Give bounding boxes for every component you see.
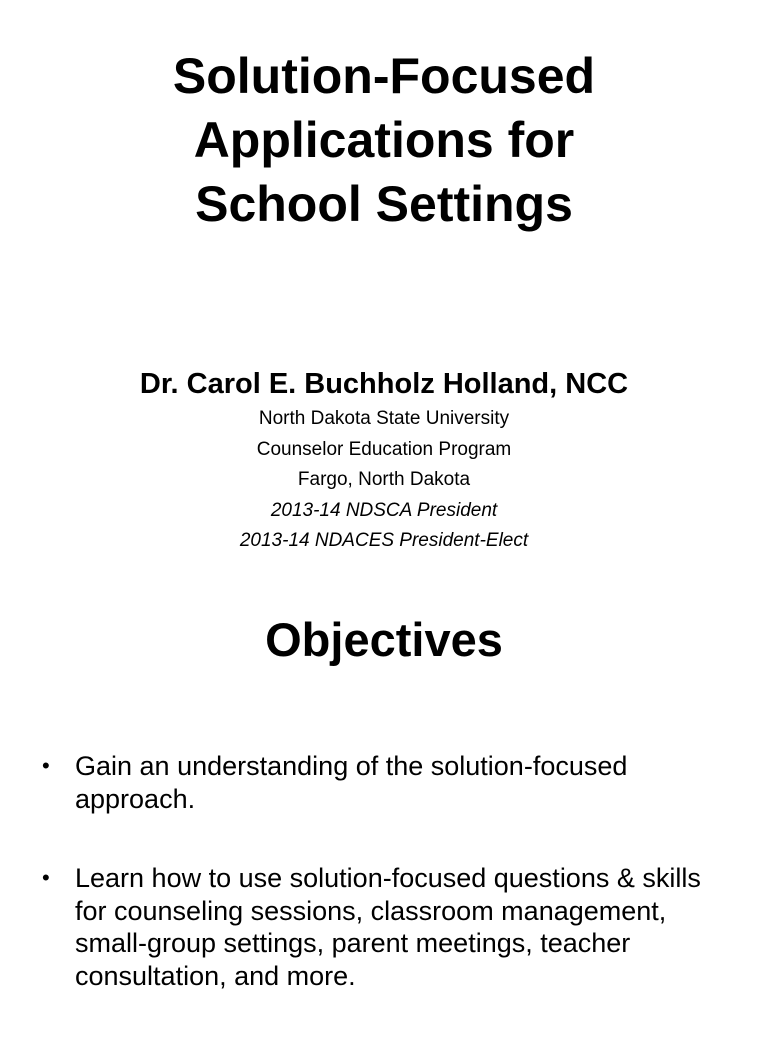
- list-item: [0, 750, 768, 815]
- objectives-heading: Objectives: [265, 613, 503, 666]
- presenter-role: 2013-14 NDSCA President: [270, 499, 498, 521]
- presenter-role: 2013-14 NDACES President-Elect: [239, 530, 529, 551]
- bullet-icon: •: [42, 753, 50, 778]
- objective-text: Learn how to use solution-focused questions & skills for counseling sessions, classroom management, small-group settings, parent meetings, teacher consultation, and more.: [75, 863, 701, 991]
- presenter-block: [0, 364, 768, 557]
- title-line: Applications for: [193, 112, 575, 168]
- presenter-name: Dr. Carol E. Buchholz Holland, NCC: [139, 368, 629, 400]
- objectives-list: [0, 750, 768, 1039]
- objective-text: Gain an understanding of the solution-focused approach.: [75, 751, 628, 814]
- title-line: Solution-Focused: [172, 48, 596, 104]
- slide-title: [0, 44, 768, 236]
- list-item: [0, 862, 768, 992]
- presenter-location: Fargo, North Dakota: [297, 469, 471, 490]
- title-line: School Settings: [195, 176, 573, 232]
- bullet-icon: •: [42, 865, 50, 890]
- presenter-program: Counselor Education Program: [256, 438, 512, 460]
- presenter-university: North Dakota State University: [258, 408, 510, 429]
